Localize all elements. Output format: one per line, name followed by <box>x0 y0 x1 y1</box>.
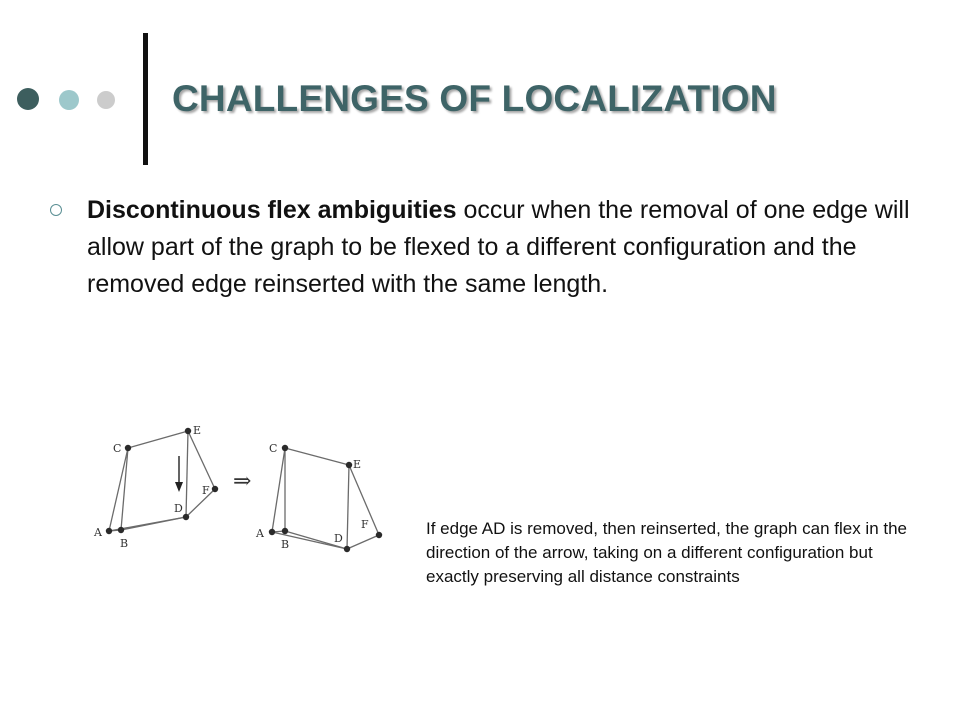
graph-after <box>255 442 382 552</box>
node-label-A: A <box>94 526 102 539</box>
node-label-C: C <box>113 442 122 455</box>
flex-ambiguity-diagram <box>90 418 410 588</box>
node-label-D: D <box>174 502 183 515</box>
node-F <box>212 486 218 492</box>
node-label-F: F <box>202 484 210 497</box>
edge-DF <box>347 535 379 549</box>
edge-ED <box>186 431 188 517</box>
edge-CE <box>285 448 349 465</box>
node-B <box>282 528 288 534</box>
decor-dot-dark <box>17 88 39 110</box>
title-divider-line <box>143 33 148 165</box>
node-A <box>106 528 112 534</box>
graph-before <box>93 424 218 550</box>
edge-CE <box>128 431 188 448</box>
node-label-A: A <box>256 527 264 540</box>
edge-BC <box>121 448 128 530</box>
decor-dot-teal <box>59 90 79 110</box>
edge-DF <box>186 489 215 517</box>
node-label-D: D <box>334 532 343 545</box>
node-label-C: C <box>269 442 278 455</box>
node-D <box>344 546 350 552</box>
node-label-E: E <box>353 458 362 471</box>
node-B <box>118 527 124 533</box>
bullet-marker <box>50 204 62 216</box>
node-D <box>183 514 189 520</box>
bullet-text <box>87 192 930 303</box>
edge-EF <box>188 431 215 489</box>
node-label-F: F <box>361 518 369 531</box>
node-label-B: B <box>281 538 290 551</box>
edge-AC <box>272 448 285 532</box>
node-A <box>269 529 275 535</box>
flex-arrow <box>175 456 183 492</box>
node-label-E: E <box>193 424 202 437</box>
node-E <box>185 428 191 434</box>
decor-dot-grey <box>97 91 115 109</box>
bullet-bold-phrase: Discontinuous flex ambiguities <box>87 196 457 224</box>
edge-ED <box>347 465 349 549</box>
slide-title: CHALLENGES OF LOCALIZATION <box>172 78 777 119</box>
node-E <box>346 462 352 468</box>
edge-AC <box>109 448 128 531</box>
node-F <box>376 532 382 538</box>
bullet-rest: occur when the removal of one edge will allow part of the graph to be flexed to a different configuration and the removed edge reinserted with the same length. <box>87 196 910 298</box>
diagram-caption: If edge AD is removed, then reinserted, the graph can flex in the direction of the arrow, taking on a different configuration but exactly preserving all distance constraints <box>426 519 908 586</box>
node-C <box>125 445 131 451</box>
transition-arrow: ⇒ <box>233 469 252 494</box>
node-C <box>282 445 288 451</box>
node-label-B: B <box>120 537 129 550</box>
